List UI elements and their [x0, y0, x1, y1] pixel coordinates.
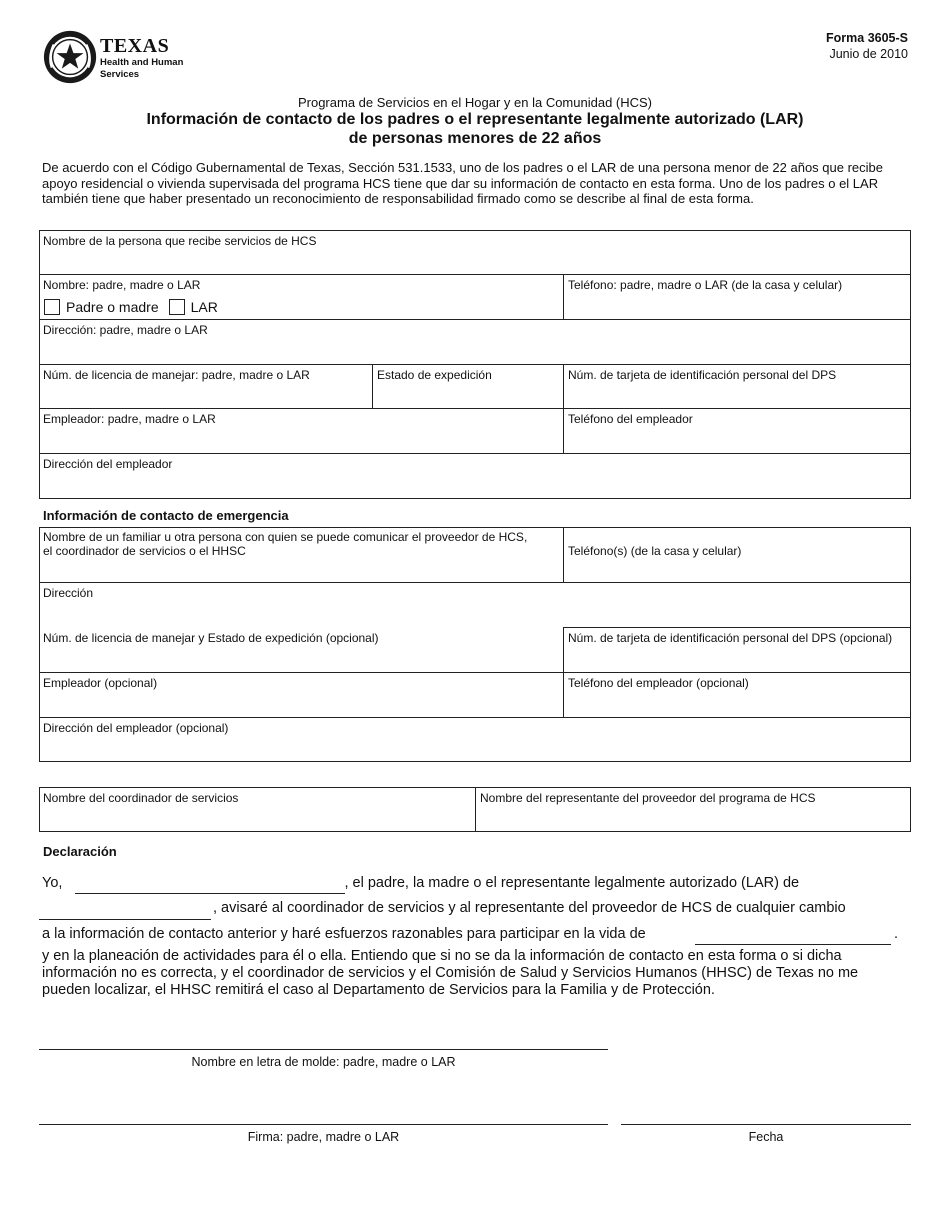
declaration-line3-text: a la información de contacto anterior y haré esfuerzos razonables para participar en la vida de [42, 926, 646, 942]
emergency-license-field[interactable] [39, 627, 563, 672]
form-number-block [826, 30, 908, 62]
coordinator-name-label: Nombre del coordinador de servicios [43, 791, 239, 805]
form-number: Forma 3605-S [826, 31, 908, 45]
declaration-line3 [42, 926, 702, 943]
employer-phone-field[interactable] [564, 408, 911, 453]
provider-rep-field[interactable] [476, 787, 911, 832]
emergency-contact-name-label-line2: el coordinador de servicios o el HHSC [43, 544, 246, 558]
minor-name-blank[interactable] [39, 919, 211, 920]
form-title-line2: de personas menores de 22 años [348, 130, 602, 147]
minor-name-blank-2[interactable] [695, 944, 891, 945]
issuing-state-label: Estado de expedición [377, 368, 492, 382]
intro-paragraph: De acuerdo con el Código Gubernamental de Texas, Sección 531.1533, uno de los padres o el LAR de una persona menor de 22 años que recibe apoyo residencial o vivienda supervisada del programa HCS tiene que dar su información de contacto en esta forma. Uno de los padres o el LAR también tiene que haber presentado un reconocimiento de responsabilidad firmado como se describe al final de esta forma. [42, 160, 883, 206]
parent-phone-label: Teléfono: padre, madre o LAR (de la casa y celular) [568, 278, 843, 292]
issuing-state-field[interactable] [373, 364, 563, 408]
program-name: Programa de Servicios en el Hogar y en la Comunidad (HCS) [297, 95, 653, 110]
title-block [0, 95, 950, 148]
date-line[interactable] [621, 1124, 911, 1125]
emergency-employer-phone-label: Teléfono del empleador (opcional) [568, 676, 749, 690]
logo-subtitle-line1: Health and Human [100, 57, 184, 68]
logo-subtitle-line2: Services [100, 69, 140, 80]
declaration-line1-text: , el padre, la madre o el representante legalmente autorizado (LAR) de [344, 875, 800, 891]
signature-line[interactable] [39, 1124, 608, 1125]
employer-phone-label: Teléfono del empleador [568, 412, 693, 426]
employer-label: Empleador: padre, madre o LAR [43, 412, 216, 426]
parent-phone-field[interactable] [564, 274, 911, 319]
logo-text [100, 36, 183, 80]
emergency-employer-field[interactable] [39, 672, 563, 717]
employer-field[interactable] [39, 408, 563, 453]
emergency-contact-name-field[interactable] [39, 527, 563, 582]
declaration-line1 [42, 875, 910, 892]
declaration-heading: Declaración [43, 844, 117, 859]
emergency-dps-id-label: Núm. de tarjeta de identificación personal del DPS (opcional) [568, 631, 893, 645]
lar-checkbox[interactable] [169, 299, 185, 315]
form-date: Junio de 2010 [829, 47, 908, 61]
parent-address-label: Dirección: padre, madre o LAR [43, 323, 208, 337]
emergency-contact-name-label-line1: Nombre de un familiar u otra persona con quien se puede comunicar el proveedor de HCS, [43, 530, 528, 544]
emergency-employer-address-label: Dirección del empleador (opcional) [43, 721, 229, 735]
lar-checkbox-label: LAR [190, 299, 218, 315]
employer-address-label: Dirección del empleador [43, 457, 173, 471]
emergency-employer-address-field[interactable] [39, 717, 911, 762]
emergency-address-field[interactable] [39, 582, 911, 627]
declaration-yo: Yo, [42, 875, 63, 891]
signature-label: Firma: padre, madre o LAR [247, 1130, 400, 1144]
person-name-field[interactable] [39, 230, 911, 274]
coordinator-name-field[interactable] [39, 787, 475, 832]
dps-id-field[interactable] [564, 364, 911, 408]
parent-address-field[interactable] [39, 319, 911, 364]
parent-name-label: Nombre: padre, madre o LAR [43, 278, 201, 292]
emergency-address-label: Dirección [43, 586, 94, 600]
parent-name-field[interactable] [39, 274, 563, 299]
dps-id-label: Núm. de tarjeta de identificación personal del DPS [568, 368, 837, 382]
parent-checkbox-label: Padre o madre [66, 299, 159, 315]
license-number-field[interactable] [39, 364, 372, 408]
declaration-line2-text: , avisaré al coordinador de servicios y al representante del proveedor de HCS de cualquier cambio [213, 900, 846, 916]
emergency-employer-phone-field[interactable] [564, 672, 911, 717]
emergency-license-label: Núm. de licencia de manejar y Estado de expedición (opcional) [43, 631, 379, 645]
parent-type-checkboxes [44, 299, 218, 315]
provider-rep-label: Nombre del representante del proveedor del programa de HCS [480, 791, 816, 805]
declaration-line2 [213, 900, 913, 917]
employer-address-field[interactable] [39, 453, 911, 499]
declarant-name-blank[interactable] [75, 893, 345, 894]
emergency-dps-id-field[interactable] [564, 627, 911, 672]
declaration-paragraph: y en la planeación de actividades para él o ella. Entiendo que si no se da la información de contacto en esta forma o si dicha información no es correcta, y el coordinador de servicios y el Comisión de Salud y Servicios Humanos (HHSC) de Texas no me pueden localizar, el HHSC remitirá el caso al Departamento de Servicios para la Familia y de Protección. [42, 948, 859, 998]
emergency-phones-label: Teléfono(s) (de la casa y celular) [568, 544, 742, 558]
license-number-label: Núm. de licencia de manejar: padre, madre o LAR [43, 368, 310, 382]
print-name-label: Nombre en letra de molde: padre, madre o LAR [191, 1055, 456, 1069]
emergency-phones-field[interactable] [564, 527, 911, 582]
print-name-line[interactable] [39, 1049, 608, 1050]
emergency-employer-label: Empleador (opcional) [43, 676, 158, 690]
logo-title: TEXAS [100, 35, 170, 57]
parent-checkbox[interactable] [44, 299, 60, 315]
declaration-line3-period: . [894, 926, 899, 942]
person-name-label: Nombre de la persona que recibe servicios de HCS [43, 234, 317, 248]
date-label: Fecha [748, 1130, 784, 1144]
emergency-heading: Información de contacto de emergencia [43, 508, 289, 523]
texas-hhs-seal-logo [42, 29, 100, 87]
form-title-line1: Información de contacto de los padres o el representante legalmente autorizado (LAR) [146, 111, 804, 128]
